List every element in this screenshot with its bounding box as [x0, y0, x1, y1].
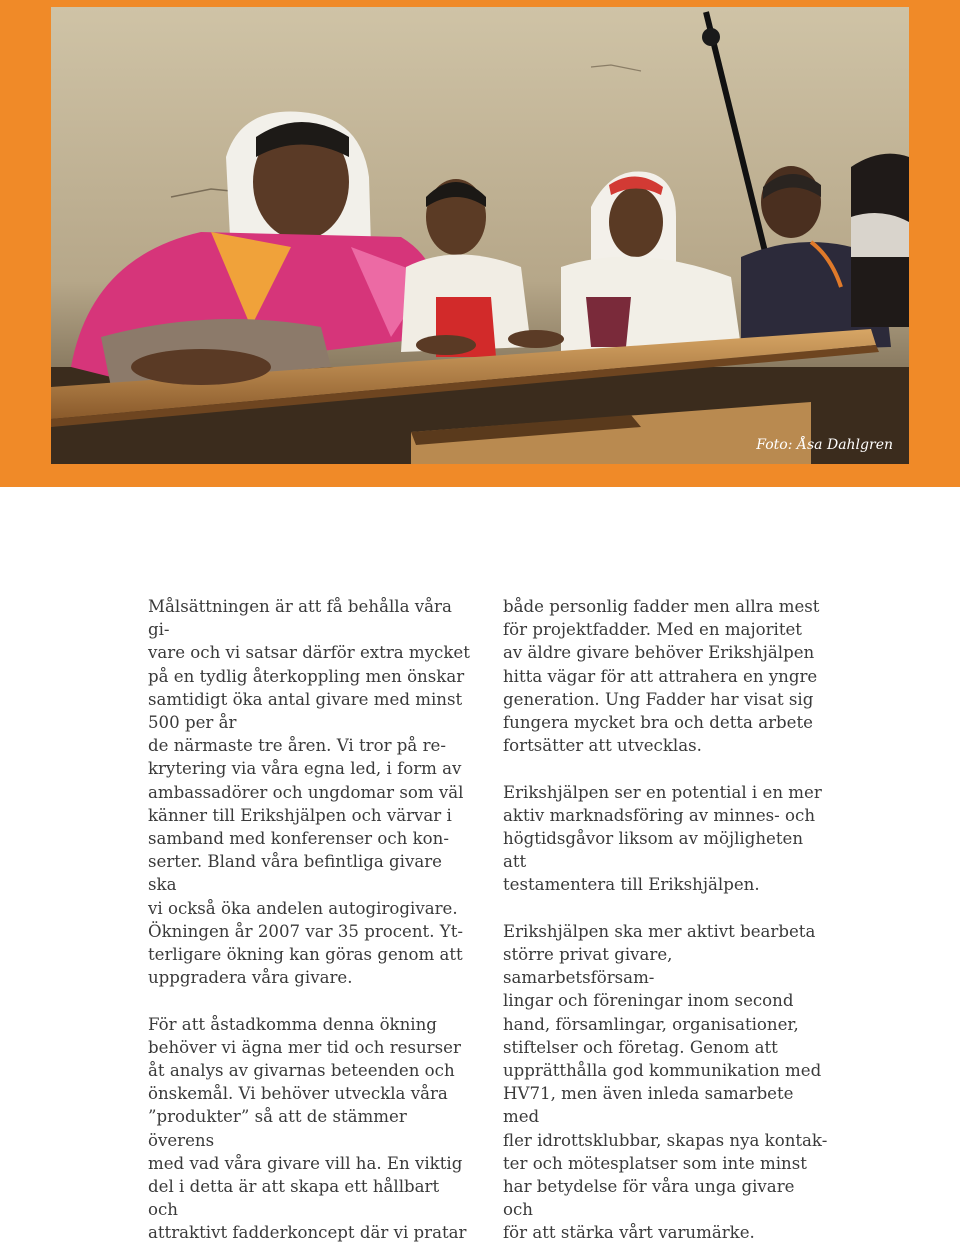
paragraph	[148, 1013, 473, 1245]
text-line: Målsättningen är att få behålla våra gi-	[148, 597, 452, 640]
photo-women-at-school-bench	[51, 7, 909, 464]
text-line: För att åstadkomma denna ökning	[148, 1014, 437, 1034]
text-line: aktiv marknadsföring av minnes- och	[503, 805, 816, 825]
text-line: med vad våra givare vill ha. En viktig	[148, 1153, 463, 1173]
text-line: testamentera till Erikshjälpen.	[503, 875, 760, 895]
text-line: lingar och föreningar inom second	[503, 991, 794, 1011]
text-line: 500 per år	[148, 713, 237, 733]
text-line: terligare ökning kan göras genom att	[148, 945, 463, 965]
text-line: stiftelser och företag. Genom att	[503, 1037, 778, 1057]
text-line: vi också öka andelen autogirogivare.	[148, 898, 458, 918]
text-line: både personlig fadder men allra mest	[503, 597, 820, 616]
paragraph	[503, 781, 828, 897]
text-line: HV71, men även inleda samarbete med	[503, 1084, 794, 1127]
photo-illustration	[51, 7, 909, 464]
text-line: av äldre givare behöver Erikshjälpen	[503, 643, 815, 663]
text-line: känner till Erikshjälpen och värvar i	[148, 805, 452, 825]
text-line: hand, församlingar, organisationer,	[503, 1014, 799, 1034]
text-line: för att stärka vårt varumärke.	[503, 1223, 755, 1243]
text-line: vare och vi satsar därför extra mycket	[148, 643, 470, 663]
text-line: ter och mötesplatser som inte minst	[503, 1153, 807, 1173]
text-line: önskemål. Vi behöver utveckla våra	[148, 1084, 448, 1104]
text-line: fortsätter att utvecklas.	[503, 736, 702, 756]
text-line: åt analys av givarnas beteenden och	[148, 1061, 455, 1081]
text-line: på en tydlig återkoppling men önskar	[148, 666, 465, 686]
text-line: uppgradera våra givare.	[148, 968, 353, 988]
photo-credit: Foto: Åsa Dahlgren	[756, 437, 893, 453]
text-line: attraktivt fadderkoncept där vi pratar	[148, 1223, 467, 1243]
text-line: fungera mycket bra och detta arbete	[503, 713, 813, 733]
text-line: samtidigt öka antal givare med minst	[148, 689, 463, 709]
text-line: har betydelse för våra unga givare och	[503, 1177, 795, 1220]
right-text-column	[503, 595, 828, 1245]
text-line: fler idrottsklubbar, skapas nya kontak-	[503, 1130, 828, 1150]
paragraph	[503, 595, 828, 757]
text-line: större privat givare, samarbetsförsam-	[503, 945, 673, 988]
text-line: behöver vi ägna mer tid och resurser	[148, 1037, 461, 1057]
text-line: Ökningen år 2007 var 35 procent. Yt-	[148, 921, 464, 941]
text-line: serter. Bland våra befintliga givare ska	[148, 852, 442, 895]
text-line: ”produkter” så att de stämmer överens	[148, 1107, 407, 1150]
text-line: krytering via våra egna led, i form av	[148, 759, 462, 779]
paragraph	[148, 595, 473, 989]
text-line: ambassadörer och ungdomar som väl	[148, 782, 464, 802]
text-line: samband med konferenser och kon-	[148, 829, 449, 849]
text-line: för projektfadder. Med en majoritet	[503, 620, 802, 640]
text-line: del i detta är att skapa ett hållbart och	[148, 1177, 440, 1220]
text-line: Erikshjälpen ska mer aktivt bearbeta	[503, 921, 816, 941]
text-line: upprätthålla god kommunikation med	[503, 1061, 822, 1081]
text-line: Erikshjälpen ser en potential i en mer	[503, 782, 822, 802]
paragraph	[503, 920, 828, 1245]
left-text-column	[148, 595, 473, 1245]
text-line: de närmaste tre åren. Vi tror på re-	[148, 736, 446, 756]
text-line: generation. Ung Fadder har visat sig	[503, 689, 814, 709]
text-line: hitta vägar för att attrahera en yngre	[503, 666, 818, 686]
text-line: högtidsgåvor liksom av möjligheten att	[503, 829, 804, 872]
